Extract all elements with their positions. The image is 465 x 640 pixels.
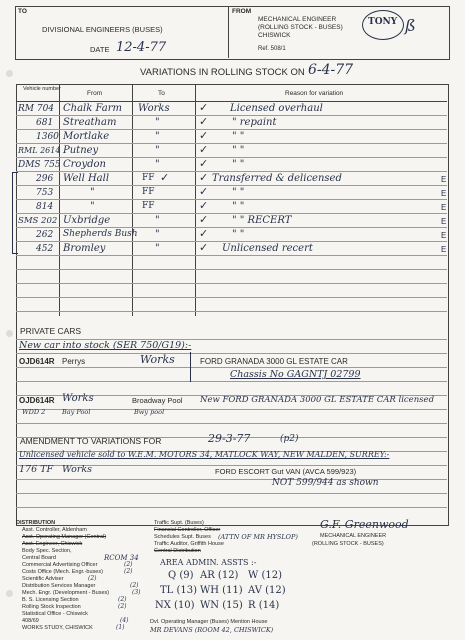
car1-desc: FORD GRANADA 3000 GL ESTATE CAR [200,357,348,366]
distribution-hand-note: (1) [116,624,125,631]
row-to: " [155,131,160,142]
row-from: Putney [63,145,99,156]
check-mark: ✓ [199,115,209,128]
area-item: R (14) [248,600,280,611]
distribution-item: Rolling Stock Inspection [22,604,81,610]
row-to: FF [142,173,155,183]
distribution-item: Mech. Engr. (Development - Buses) [22,590,110,596]
row-from: " [90,201,95,212]
ruled-line [16,213,447,214]
distribution-item: 408/69 [22,618,39,624]
row-from: Streatham [63,117,117,128]
row-from: Croydon [63,159,106,170]
signoff-signature: G.F. Greenwood [320,518,409,531]
check-mark: ✓ [199,143,209,156]
row-reason: " " [232,145,245,156]
car2-note-2: Bay Pool [62,408,91,416]
bracket-mark [12,172,18,254]
row-to: " [155,159,160,170]
col-header-from: From [87,90,103,97]
col-header-to: To [158,90,165,97]
row-flag: E [441,217,447,226]
car2-desc: New FORD GRANADA 3000 GL ESTATE CAR licensed [200,395,435,405]
row-vehicle: 452 [36,244,54,254]
to-label: TO [18,8,27,15]
car2-note-3: Bwy pool [134,408,165,416]
from-line-2: (ROLLING STOCK - BUSES) [258,24,343,31]
check-mark: ✓ [199,185,209,198]
check-mark: ✓ [199,157,209,170]
from-line-3: CHISWICK [258,32,291,39]
car1-brace [190,352,196,382]
distribution-item: Costs Office (Mech. Engr.-buses) [22,569,103,575]
row-vehicle: SMS 202 [18,216,58,226]
row-reason: " " [232,131,245,142]
row-reason: " " [232,201,245,212]
table-header-rule [16,101,447,102]
ruled-line [16,493,447,494]
row-reason: Unlicensed recert [222,243,313,254]
from-line-1: MECHANICAL ENGINEER [258,16,337,23]
ruled-line [16,423,447,424]
area-item: NX (10) [155,600,195,611]
distribution-list-2 [154,520,224,555]
row-flag: E [441,231,447,240]
signoff-line-2: (ROLLING STOCK - BUSES) [312,541,384,547]
row-vehicle: RML 2614 [18,146,61,155]
distribution-item: Asst. Operating Manager (Central) [22,534,107,540]
row-from: Bromley [63,243,106,254]
ruled-line [16,255,447,256]
distribution-item: B. S. Licensing Section [22,597,79,603]
ruled-line [16,297,447,298]
row-to: " [155,215,160,226]
amendment-suffix: (p2) [280,434,299,444]
distribution-hand-note: (2) [118,596,127,603]
row-reason: " " [232,159,245,170]
row-flag: E [441,189,447,198]
distribution-hand-note: (4) [120,617,129,624]
row-reason: " " [232,229,245,240]
distribution-hand-note: (2) [88,575,97,582]
area-item: Q (9) [168,570,194,581]
check-mark: ✓ [199,129,209,142]
distribution-item: Distribution Services Manager [22,583,96,589]
row-from: Well Hall [63,173,110,184]
ruled-line [16,241,447,242]
col-divider [195,84,196,316]
amendment-reg: 176 TF [19,464,54,475]
date-value: 12-4-77 [116,40,167,55]
header-divider [228,6,229,58]
amendment-line-1: Unlicensed vehicle sold to W.E.M. MOTORS 34, MATLOCK WAY, NEW MALDEN, SURREY:- [19,450,390,459]
title-date: 6-4-77 [308,62,354,78]
row-to: " [155,243,160,254]
private-cars-heading: PRIVATE CARS [20,326,82,336]
ruled-line [16,199,447,200]
distribution-hand-note: (2) [130,582,139,589]
distribution-item: WORKS STUDY, CHISWICK [22,625,93,631]
row-vehicle: 1360 [36,132,59,142]
car1-reg: OJD614R [19,357,55,366]
amendment-desc: FORD ESCORT Gut VAN (AVCA 599/923) [215,467,357,476]
private-cars-new-line: New car into stock (SER 750/G19):- [19,340,192,351]
row-flag: E [441,245,447,254]
row-from: Shepherds Bush [63,229,138,239]
distribution-hand-note: (2) [124,568,133,575]
signature-flourish: ß [405,16,416,35]
amendment-heading: AMENDMENT TO VARIATIONS FOR [20,436,162,446]
area-item: AV (12) [248,585,286,596]
col-header-vehicle: Vehicle number [23,86,61,92]
row-to: FF [142,187,155,197]
row-vehicle: RM 704 [18,104,55,114]
car2-from: Works [62,393,94,404]
row-flag: E [441,203,447,212]
row-vehicle: DMS 755 [18,160,61,170]
to-value: DIVISIONAL ENGINEERS (BUSES) [42,25,163,34]
ruled-line [16,311,447,312]
distribution-item: Traffic Auditor, Griffith House [154,541,224,547]
row-from: Chalk Farm [63,103,122,114]
ruled-line [16,227,447,228]
check-mark: ✓ [199,101,209,114]
check-mark: ✓ [199,213,209,226]
distribution-item: Asst. Controller, Aldenham [22,527,87,533]
distribution-item: Traffic Supt. (Buses) [154,520,204,526]
signoff-line-1: MECHANICAL ENGINEER [320,533,387,539]
ruled-line [16,115,447,116]
area-item: W (12) [248,570,282,581]
distribution-item: Commercial Advertising Officer [22,562,98,568]
row-reason: Transferred & delicensed [212,173,342,184]
distribution-hand-note: (3) [132,589,141,596]
distribution-hand-note: (2) [118,603,127,610]
distribution-item: Central Distribution [154,548,201,554]
distribution-item: Body Spec. Section, [22,548,72,554]
ruled-line [16,143,447,144]
ruled-line [16,367,447,368]
check-mark: ✓ [199,227,209,240]
distribution-item: Asst. Engineer, Chiswick [22,541,83,547]
row-from: " [90,187,95,198]
row-to: FF [142,201,155,211]
area-item: TL (13) [160,585,198,596]
car2-reg: OJD614R [19,396,55,405]
ruled-line [16,129,447,130]
row-from: Uxbridge [63,215,111,226]
distribution-item: Schedules Supt. Buses [154,534,211,540]
ruled-line [16,157,447,158]
distribution-item: Scientific Adviser [22,576,64,582]
distribution-heading: DISTRIBUTION [16,520,56,526]
row-vehicle: 262 [36,230,54,240]
ruled-line [16,283,447,284]
col-divider [132,84,133,316]
check-mark: ✓ [199,241,209,254]
distribution-item: Central Board [22,555,56,561]
check-mark: ✓ [199,199,209,212]
ruled-line [16,479,447,480]
distribution-footer-2: MR DEVANS (ROOM 42, CHISWICK) [150,626,274,634]
punch-hole [6,590,13,597]
distribution-hand-note: RCOM 34 [104,554,139,562]
ruled-line [16,381,447,382]
area-item: WN (15) [200,600,243,611]
car1-chassis: Chassis No GAGNTJ 02799 [230,369,361,380]
car1-from: Perrys [62,357,86,366]
row-vehicle: 753 [36,188,54,198]
ruled-line [16,171,447,172]
punch-hole [6,70,13,77]
date-label: DATE [90,45,110,54]
col-header-reason: Reason for variation [285,90,344,97]
area-item: AR (12) [200,570,239,581]
row-from: Mortlake [63,131,110,142]
amendment-from: Works [62,464,93,475]
row-flag: E [441,175,447,184]
ruled-line [16,507,447,508]
ruled-line [16,269,447,270]
row-vehicle: 296 [36,174,54,184]
row-vehicle: 681 [36,118,54,128]
ruled-line [16,353,447,354]
area-item: WH (11) [200,585,243,596]
title-printed: VARIATIONS IN ROLLING STOCK ON [140,67,305,78]
row-reason: " " RECERT [232,215,292,226]
ruled-line [16,185,447,186]
ref-label: Ref. 508/1 [258,46,286,52]
row-vehicle: 814 [36,202,54,212]
row-reason: " repaint [232,117,277,128]
row-reason: " " [232,187,245,198]
row-to: " [155,145,160,156]
car2-note-1: WDD 2 [22,408,46,416]
row-to: Works [138,103,170,114]
distribution-hand-note: (2) [124,561,133,568]
amendment-note: NOT 599/944 as shown [272,478,379,488]
car2-to: Broadway Pool [132,396,183,405]
distribution-item: Statistical Office - Chiswick [22,611,88,617]
distribution-attn-note: (ATTN OF MR HYSLOP) [218,533,298,541]
car1-to: Works [140,353,175,366]
row-reason: Licensed overhaul [230,103,323,114]
check-mark: ✓ [199,171,209,184]
row-to: " [155,229,160,240]
amendment-date: 29-3-77 [208,432,251,445]
from-label: FROM [232,8,252,15]
signature-name: TONY [368,17,398,27]
area-heading: AREA ADMIN. ASSTS :- [160,558,257,567]
distribution-footer-1: Dvl. Operating Manager (Buses) Mention House [150,619,268,625]
check-mark: ✓ [160,171,170,184]
distribution-item: Financial Controller, Officer [154,527,221,533]
row-to: " [155,117,160,128]
col-divider [59,84,60,316]
punch-hole [6,330,13,337]
